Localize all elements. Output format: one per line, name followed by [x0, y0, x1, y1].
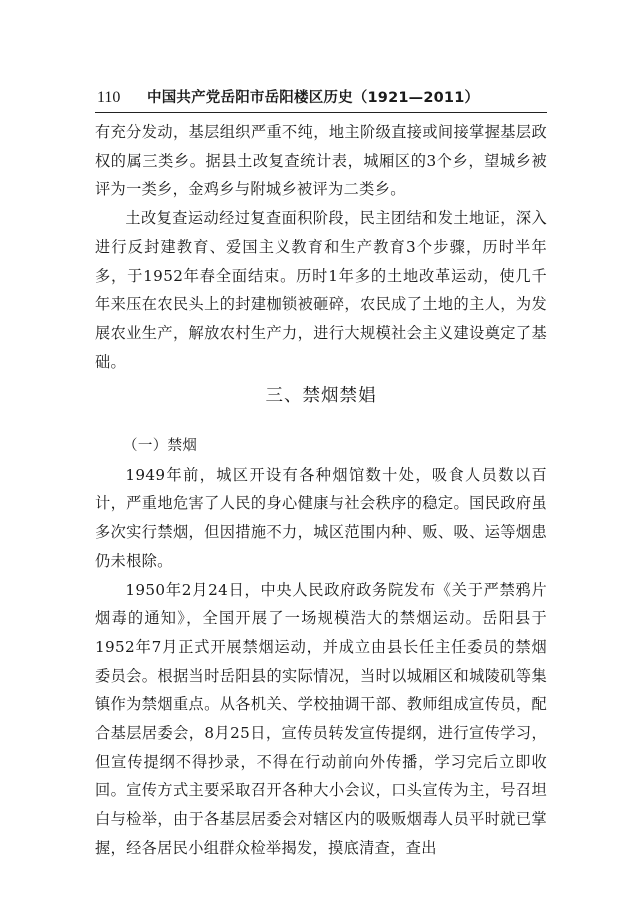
body-text-top [95, 118, 547, 376]
paragraph: 1950年2月24日，中央人民政府政务院发布《关于严禁鸦片烟毒的通知》，全国开展了一场规模浩大的禁烟运动。岳阳县于1952年7月正式开展禁烟运动，并成立由县长任主任委员的禁烟委员会。根据当时岳阳县的实际情况，当时以城厢区和城陵矶等集镇作为禁烟重点。从各机关、学校抽调干部、教师组成宣传员，配合基层居委会，8月25日，宣传员转发宣传提纲，进行宣传学习，但宣传提纲不得抄录，不得在行动前向外传播，学习完后立即收回。宣传方式主要采取召开各种大小会议，口头宣传为主，号召坦白与检举，由于各基层居委会对辖区内的吸贩烟毒人员平时就已掌握，经各居民小组群众检举揭发，摸底清查，查出 [95, 580, 547, 857]
header-rule [95, 112, 547, 113]
subsection-title: （一）禁烟 [123, 438, 198, 454]
page-number: 110 [97, 89, 121, 106]
paragraph-continued: 有充分发动，基层组织严重不纯，地主阶级直接或间接掌握基层政权的属三类乡。据县土改复查统计表，城厢区的3个乡，望城乡被评为一类乡，金鸡乡与附城乡被评为二类乡。 [95, 123, 547, 199]
section-title: 三、禁烟禁娼 [265, 386, 377, 406]
paragraph: 1949年前，城区开设有各种烟馆数十处，吸食人员数以百计，严重地危害了人民的身心健康与社会秩序的稳定。国民政府虽多次实行禁烟，但因措施不力，城区范围内种、贩、吸、运等烟患仍未根除。 [95, 465, 547, 570]
page-header [95, 86, 547, 110]
body-text-bottom [95, 432, 547, 863]
paragraph: 土改复查运动经过复查面积阶段，民主团结和发土地证，深入进行反封建教育、爱国主义教育和生产教育3个步骤，历时半年多，于1952年春全面结束。历时1年多的土地改革运动，使几千年来压在农民头上的封建枷锁被砸碎，农民成了土地的主人，为发展农业生产，解放农村生产力，进行大规模社会主义建设奠定了基础。 [95, 209, 547, 371]
running-title: 中国共产党岳阳市岳阳楼区历史（1921—2011） [147, 90, 480, 106]
